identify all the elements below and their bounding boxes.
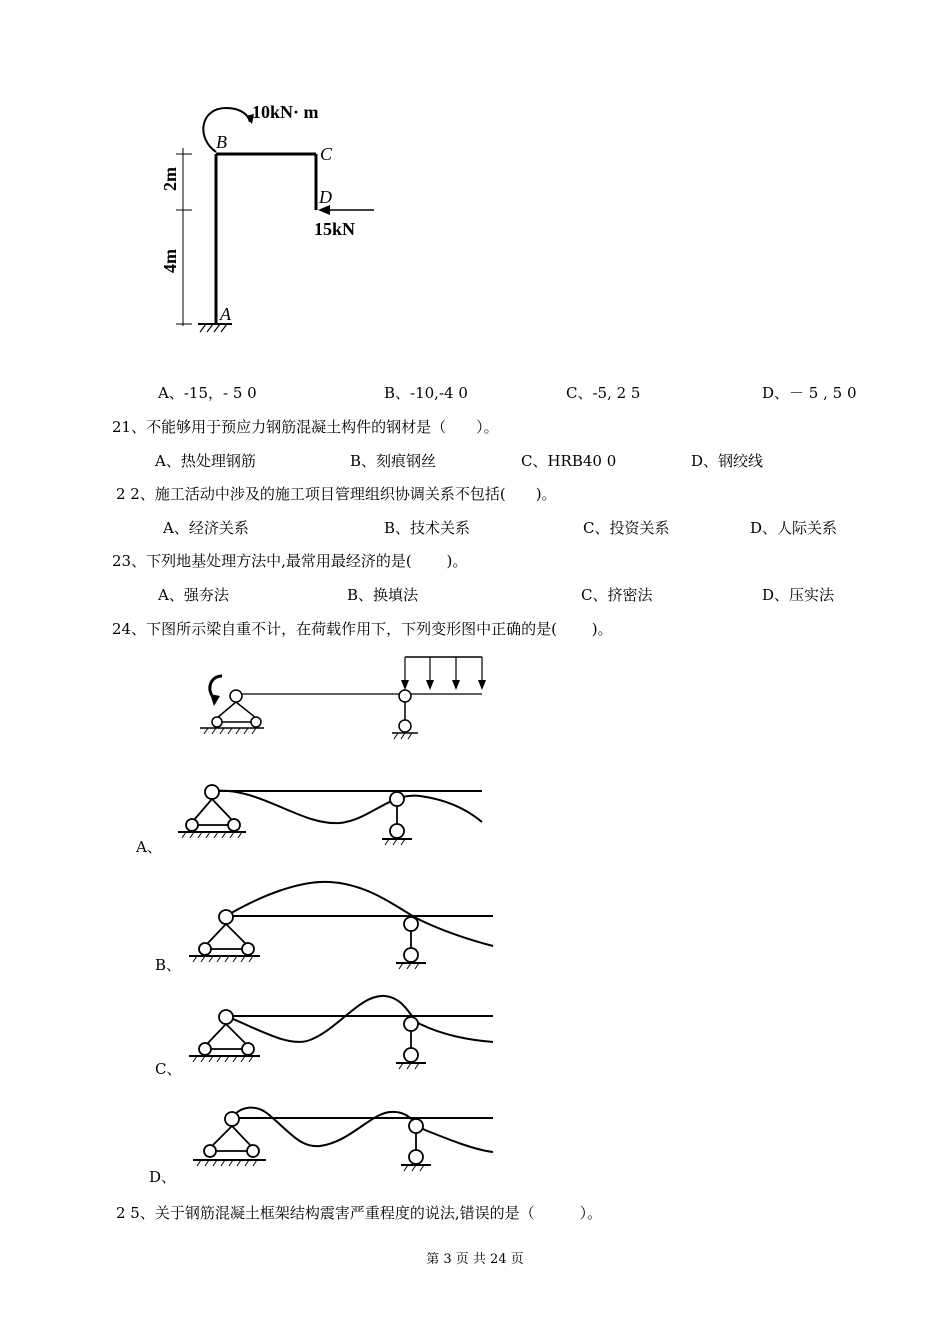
q24-option-d-label: D、 xyxy=(149,1168,177,1186)
q24-option-c-label: C、 xyxy=(155,1060,182,1078)
q21-option-d: D、钢绞线 xyxy=(691,452,764,470)
q20-option-a: A、-15，- 5 0 xyxy=(158,384,257,402)
q20-option-b: B、-10,-4 0 xyxy=(384,384,468,402)
q20-option-c: C、-5, 2 5 xyxy=(566,384,641,402)
q23-option-b: B、换填法 xyxy=(347,586,419,604)
page-footer: 第 3 页 共 24 页 xyxy=(426,1252,524,1267)
dim-bottom-label: 4m xyxy=(160,249,180,273)
q23-option-d: D、压实法 xyxy=(762,586,835,604)
q25-stem: 2 5、关于钢筋混凝土框架结构震害严重程度的说法,错误的是（ ）。 xyxy=(116,1204,603,1222)
node-a-label: A xyxy=(220,304,231,324)
q21-option-b: B、刻痕钢丝 xyxy=(350,452,437,470)
q24-option-a-label: A、 xyxy=(136,838,162,856)
q22-option-d: D、人际关系 xyxy=(750,519,838,537)
dim-top-label: 2m xyxy=(160,167,180,191)
q20-option-d: D、－ 5 , 5 0 xyxy=(762,384,857,402)
node-c-label: C xyxy=(320,144,333,164)
q21-stem: 21、不能够用于预应力钢筋混凝土构件的钢材是（ ）。 xyxy=(112,418,499,436)
node-d-label: D xyxy=(319,187,332,207)
node-b-label: B xyxy=(216,132,227,152)
q22-option-c: C、投资关系 xyxy=(583,519,670,537)
q22-option-b: B、技术关系 xyxy=(384,519,471,537)
q24-stem: 24、下图所示梁自重不计，在荷载作用下，下列变形图中正确的是( )。 xyxy=(112,620,613,638)
q24-option-b-label: B、 xyxy=(155,956,182,974)
q23-stem: 23、下列地基处理方法中,最常用最经济的是( )。 xyxy=(112,552,468,570)
q21-option-a: A、热处理钢筋 xyxy=(155,452,256,470)
q21-option-c: C、HRB40 0 xyxy=(521,452,617,470)
q23-option-c: C、挤密法 xyxy=(581,586,653,604)
moment-label: 10kN· m xyxy=(252,102,319,122)
force-label: 15kN xyxy=(314,219,356,239)
q22-option-a: A、经济关系 xyxy=(163,519,249,537)
q22-stem: 2 2、施工活动中涉及的施工项目管理组织协调关系不包括( )。 xyxy=(116,485,557,503)
q23-option-a: A、强夯法 xyxy=(158,586,229,604)
